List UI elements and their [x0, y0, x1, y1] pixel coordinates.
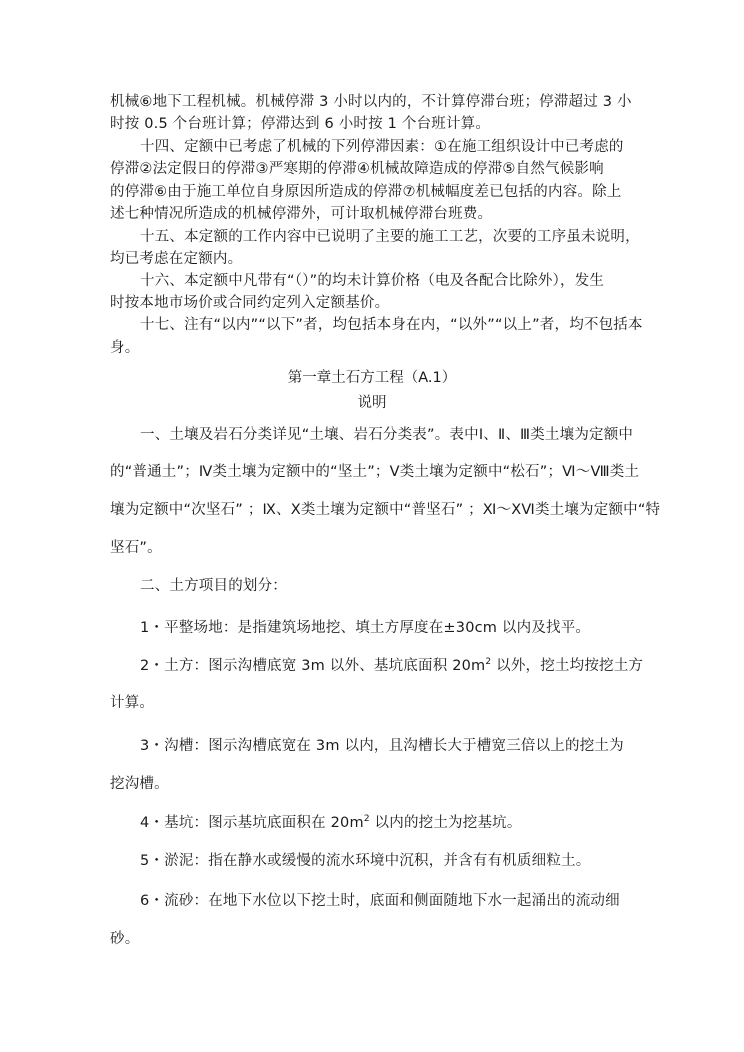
item-2-text-b: 以外，挖土均按挖土方 — [491, 658, 644, 674]
item-4-text-b: 以内的挖土为挖基坑。 — [369, 815, 522, 831]
intro-line-12: 身。 — [110, 340, 140, 356]
intro-line-2: 时按 0.5 个台班计算；停滞达到 6 小时按 1 个台班计算。 — [110, 116, 491, 132]
item-2-superscript: 2 — [485, 657, 492, 667]
intro-line-6: 述七种情况所造成的机械停滞外，可计取机械停滞台班费。 — [110, 206, 493, 222]
intro-line-1: 机械⑥地下工程机械。机械停滞 3 小时以内的，不计算停滞台班；停滞超过 3 小 — [110, 94, 632, 110]
intro-line-9: 十六、本定额中凡带有“（）”的均未计算价格（电及各配合比除外），发生 — [140, 273, 605, 289]
intro-line-8: 均已考虑在定额内。 — [110, 251, 243, 267]
intro-line-5: 的停滞⑥由于施工单位自身原因所造成的停滞⑦机械幅度差已包括的内容。除上 — [110, 184, 622, 200]
para-1-line-3: 壤为定额中“次坚石” ；Ⅸ、Ⅹ类土壤为定额中“普坚石” ；Ⅺ～ⅩⅥ类土壤为定额中“特 — [110, 502, 661, 518]
chapter-title: 第一章土石方工程（A.1） — [287, 370, 457, 386]
intro-line-3: 十四、定额中已考虑了机械的下列停滞因素：①在施工组织设计中已考虑的 — [140, 139, 624, 155]
item-6-line-2: 砂。 — [110, 931, 140, 947]
item-3-line-1: 3・沟槽：图示沟槽底宽在 3m 以内，且沟槽长大于槽宽三倍以上的挖土为 — [140, 738, 624, 754]
intro-line-11: 十七、注有“以内”“以下”者，均包括本身在内，“以外”“以上”者，均不包括本 — [140, 317, 643, 333]
item-4 — [140, 814, 522, 832]
item-2-text-a: 2・土方：图示沟槽底宽 3m 以外、基坑底面积 20m — [140, 658, 486, 674]
para-1-line-2: 的“普通土”；Ⅳ类土壤为定额中的“坚土”；Ⅴ类土壤为定额中“松石”；Ⅵ～Ⅷ类土 — [110, 464, 640, 480]
item-5: 5・淤泥：指在静水或缓慢的流水环境中沉积，并含有有机质细粒土。 — [140, 853, 591, 869]
item-4-superscript: 2 — [363, 814, 370, 824]
item-2-line-2: 计算。 — [110, 695, 155, 711]
para-2: 二、土方项目的划分： — [140, 578, 287, 594]
item-4-text-a: 4・基坑：图示基坑底面积在 20m — [140, 815, 364, 831]
intro-line-10: 时按本地市场价或合同约定列入定额基价。 — [110, 295, 390, 311]
item-1: 1・平整场地：是指建筑场地挖、填土方厚度在±30cm 以内及找平。 — [140, 620, 591, 636]
para-1-line-4: 坚石”。 — [110, 540, 162, 556]
item-6-line-1: 6・流砂：在地下水位以下挖土时，底面和侧面随地下水一起涌出的流动细 — [140, 893, 620, 909]
item-2-line-1 — [140, 657, 643, 675]
intro-line-7: 十五、本定额的工作内容中已说明了主要的施工工艺，次要的工序虽未说明， — [140, 229, 640, 245]
item-3-line-2: 挖沟槽。 — [110, 776, 169, 792]
para-1-line-1: 一、土壤及岩石分类详见“土壤、岩石分类表”。表中Ⅰ、Ⅱ、Ⅲ类土壤为定额中 — [140, 427, 634, 443]
intro-line-4: 停滞②法定假日的停滞③严寒期的停滞④机械故障造成的停滞⑤自然气候影响 — [110, 161, 604, 177]
chapter-subtitle: 说明 — [357, 395, 387, 411]
